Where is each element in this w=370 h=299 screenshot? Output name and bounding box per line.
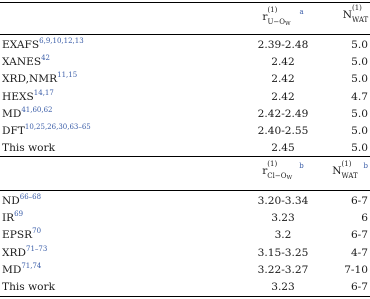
reference-citation[interactable]: 14,17 [33, 88, 54, 97]
reference-citation[interactable]: 42 [41, 54, 50, 63]
header-n-wat: N (1) WAT [342, 4, 369, 24]
method-label: ND$^{66-68}$ [2, 193, 42, 207]
reference-citation[interactable]: 71,74 [21, 261, 42, 270]
table-row [0, 279, 370, 296]
method-label: MD$^{41,60,62}$ [2, 105, 53, 120]
reference-citation[interactable]: 71–73 [26, 244, 48, 253]
distance-value: 2.42-2.49 [257, 107, 309, 120]
coordination-value: 5.0 [351, 73, 368, 86]
table-row [0, 71, 370, 88]
distance-value: 2.40-2.55 [257, 125, 309, 137]
distance-value: 3.23 [271, 212, 295, 225]
header-r-clo: r (1) Cl−OW $^b$ [262, 160, 304, 181]
table-row [0, 140, 370, 157]
reference-citation[interactable]: 10,25,26,30,63–65 [24, 123, 91, 131]
method-label: This work [2, 281, 56, 293]
distance-value: 2.42 [271, 56, 295, 69]
coordination-value: 6-7 [350, 195, 368, 207]
section-rule-bottom [0, 190, 370, 191]
coordination-value: 6 [361, 212, 368, 225]
coordination-value: 4.7 [351, 90, 368, 103]
distance-value: 2.39-2.48 [257, 39, 309, 51]
method-label: This work [2, 142, 56, 155]
reference-citation[interactable]: 69 [14, 210, 24, 219]
method-label: XANES$^{42}$ [2, 54, 50, 69]
method-label: MD$^{71,74}$ [2, 261, 42, 276]
distance-value: 2.45 [271, 142, 295, 155]
coordination-value: 5.0 [351, 56, 368, 69]
method-label: EXAFS$^{6,9,10,12,13}$ [2, 37, 84, 51]
reference-citation[interactable]: 41,60,62 [21, 105, 53, 114]
method-label: HEXS$^{14,17}$ [2, 88, 54, 103]
method-label: EPSR$^{70}$ [2, 227, 42, 242]
method-label: DFT$^{10,25,26,30,63-65}$ [2, 123, 91, 137]
distance-value: 3.15-3.25 [257, 246, 309, 259]
coordination-value: 4-7 [350, 246, 368, 259]
method-label: IR$^{69}$ [2, 210, 24, 225]
distance-value: 3.20-3.34 [257, 195, 309, 207]
coordination-value: 7-10 [344, 263, 368, 276]
method-label: XRD$^{71-73}$ [2, 244, 48, 259]
bottom-rule [0, 296, 370, 297]
coordination-value: 5.0 [351, 142, 368, 155]
table-row [0, 106, 370, 123]
header-r-uo: r (1) U−OW $^a$ [262, 6, 304, 27]
top-rule [0, 2, 370, 3]
table-row [0, 193, 370, 210]
table-row [0, 210, 370, 227]
header-rule [0, 34, 370, 35]
table-row [0, 227, 370, 244]
table-row [0, 37, 370, 54]
coordination-value: 5.0 [351, 107, 368, 120]
distance-value: 3.22-3.27 [257, 263, 309, 276]
coordination-value: 6-7 [350, 281, 368, 293]
table-row [0, 245, 370, 262]
table-row [0, 89, 370, 106]
coordination-value: 5.0 [351, 125, 368, 137]
coordination-value: 5.0 [351, 39, 368, 51]
reference-citation[interactable]: 11,15 [57, 71, 78, 80]
table-row [0, 123, 370, 140]
header-n-wat-2: N (1) WAT $^b$ [332, 160, 368, 180]
distance-value: 3.2 [274, 229, 292, 242]
distance-value: 3.23 [271, 281, 295, 293]
distance-value: 2.42 [271, 90, 295, 103]
distance-value: 2.42 [271, 73, 295, 86]
table-row [0, 262, 370, 279]
table-row [0, 54, 370, 71]
section-rule-top [0, 156, 370, 157]
coordination-value: 6-7 [350, 229, 368, 242]
method-label: XRD,NMR$^{11,15}$ [2, 71, 78, 86]
reference-citation[interactable]: 70 [32, 227, 42, 236]
reference-citation[interactable]: 66–68 [19, 193, 42, 201]
reference-citation[interactable]: 6,9,10,12,13 [39, 37, 84, 45]
